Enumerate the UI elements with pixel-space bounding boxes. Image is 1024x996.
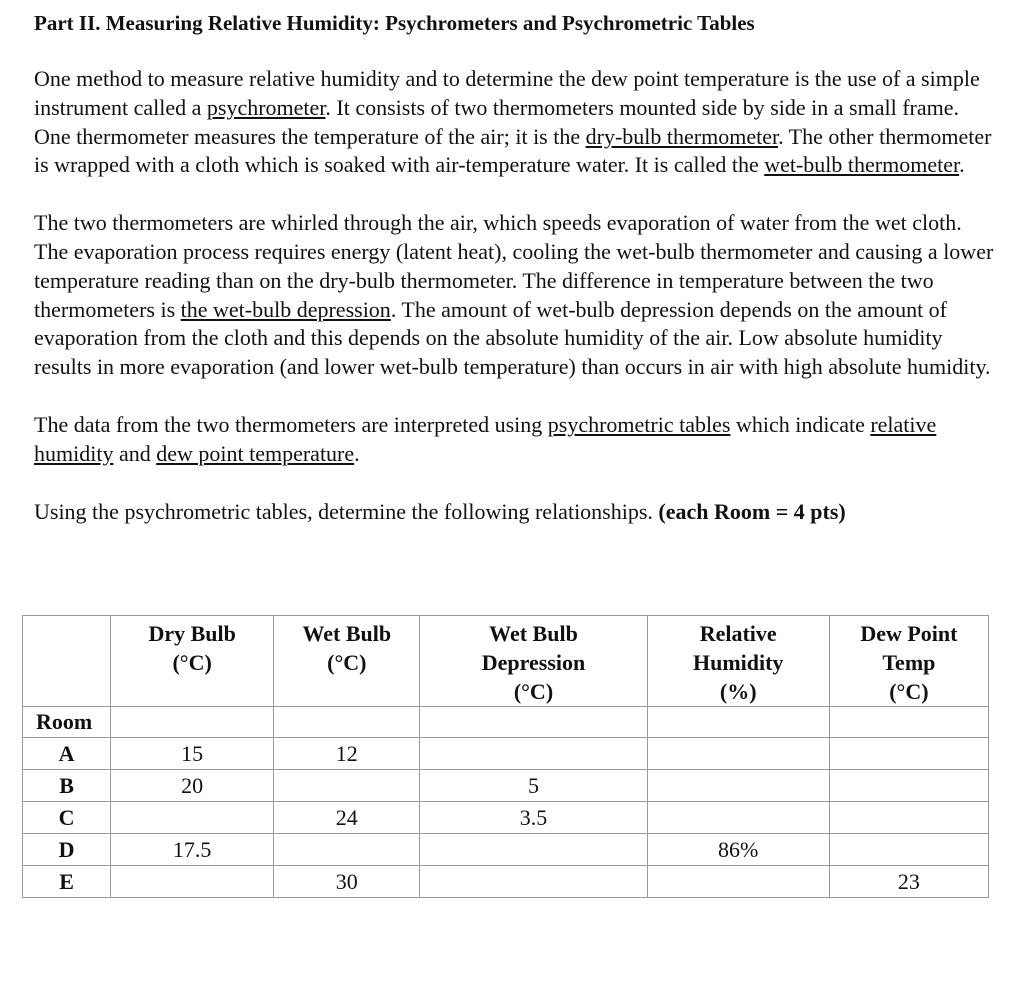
cell-wet-bulb — [274, 834, 420, 866]
cell-dew-point — [829, 770, 988, 802]
table-cell — [274, 707, 420, 738]
cell-dew-point — [829, 738, 988, 770]
paragraph-wet-bulb-depression — [34, 209, 994, 382]
text-segment: One method to measure relative humidity and to determine the dew point temperature is the use of a simple instrument called a — [34, 66, 980, 120]
instructions-text: Using the psychrometric tables, determine the following relationships. — [34, 498, 659, 524]
text-segment: . It consists of two thermometers mounted side by side in a small frame. One thermometer measures the temperature of the air; it is the — [34, 94, 960, 149]
cell-dew-point — [829, 802, 988, 834]
table-row-room-e — [23, 866, 989, 898]
cell-relative-humidity — [647, 802, 829, 834]
room-label-row — [23, 707, 989, 738]
cell-relative-humidity: 86% — [647, 834, 829, 866]
term-dry-bulb-thermometer: dry-bulb thermometer — [585, 123, 779, 149]
term-wet-bulb-depression: the wet-bulb depression — [180, 296, 391, 322]
header-dew-point: Dew Point Temp (°C) — [829, 616, 988, 707]
cell-depression — [420, 866, 647, 898]
cell-wet-bulb — [274, 770, 420, 802]
cell-dry-bulb — [111, 802, 274, 834]
cell-wet-bulb: 30 — [274, 866, 420, 898]
room-label: C — [23, 802, 111, 834]
cell-wet-bulb: 24 — [274, 802, 420, 834]
table-row-room-a — [23, 738, 989, 770]
table-row-room-c — [23, 802, 989, 834]
header-dry-bulb: Dry Bulb (°C) — [111, 616, 274, 707]
header-relative-humidity: Relative Humidity (%) — [647, 616, 829, 707]
cell-dry-bulb: 20 — [111, 770, 274, 802]
cell-relative-humidity — [647, 738, 829, 770]
text-segment: . The other thermometer is wrapped with a cloth which is soaked with air-temperature water. It is called the — [34, 123, 992, 178]
term-relative-humidity: relative humidity — [34, 411, 937, 466]
cell-relative-humidity — [647, 866, 829, 898]
header-wet-bulb: Wet Bulb (°C) — [274, 616, 420, 707]
paragraph-psychrometer — [34, 65, 994, 180]
cell-dry-bulb: 15 — [111, 738, 274, 770]
table-cell — [647, 707, 829, 738]
cell-wet-bulb: 12 — [274, 738, 420, 770]
header-wet-bulb-depression: Wet Bulb Depression (°C) — [420, 616, 647, 707]
cell-dry-bulb — [111, 866, 274, 898]
table-row-room-b — [23, 770, 989, 802]
room-label: D — [23, 834, 111, 866]
table-header-row — [23, 616, 989, 707]
cell-dew-point: 23 — [829, 866, 988, 898]
text-segment: The two thermometers are whirled through the air, which speeds evaporation of water from the wet cloth. The evaporation process requires energy (latent heat), cooling the wet-bulb thermometer and causing a lower temperature reading than on the dry-bulb thermometer. The difference in temperature between the two thermometers is — [34, 210, 994, 322]
table-instructions — [34, 498, 994, 526]
text-segment: . — [354, 440, 360, 466]
room-column-label: Room — [23, 707, 111, 738]
cell-dew-point — [829, 834, 988, 866]
table-cell — [420, 707, 647, 738]
term-psychrometer: psychrometer — [206, 94, 326, 120]
room-label: E — [23, 866, 111, 898]
points-note: (each Room = 4 pts) — [658, 498, 846, 524]
text-segment: which indicate — [730, 411, 871, 437]
table-cell — [111, 707, 274, 738]
paragraph-psychrometric-tables — [34, 411, 994, 469]
table-cell — [829, 707, 988, 738]
text-segment: and — [113, 440, 157, 466]
text-segment: The data from the two thermometers are interpreted using — [34, 411, 548, 437]
header-empty — [23, 616, 111, 707]
term-wet-bulb-thermometer: wet-bulb thermometer — [764, 152, 960, 178]
psychrometric-table — [22, 615, 989, 898]
section-heading: Part II. Measuring Relative Humidity: Psychrometers and Psychrometric Tables — [34, 11, 755, 35]
text-segment: . The amount of wet-bulb depression depends on the amount of evaporation from the cloth and this depends on the absolute humidity of the air. Low absolute humidity results in more evaporation (and lower wet-bulb temperature) than occurs in air with high absolute humidity. — [34, 296, 991, 380]
term-dew-point-temperature: dew point temperature — [156, 440, 355, 466]
table-row-room-d — [23, 834, 989, 866]
cell-depression: 5 — [420, 770, 647, 802]
term-psychrometric-tables: psychrometric tables — [547, 411, 731, 437]
document-page — [34, 8, 994, 526]
cell-relative-humidity — [647, 770, 829, 802]
room-label: B — [23, 770, 111, 802]
cell-depression: 3.5 — [420, 802, 647, 834]
cell-depression — [420, 834, 647, 866]
cell-dry-bulb: 17.5 — [111, 834, 274, 866]
room-label: A — [23, 738, 111, 770]
cell-depression — [420, 738, 647, 770]
text-segment: . — [959, 152, 965, 178]
